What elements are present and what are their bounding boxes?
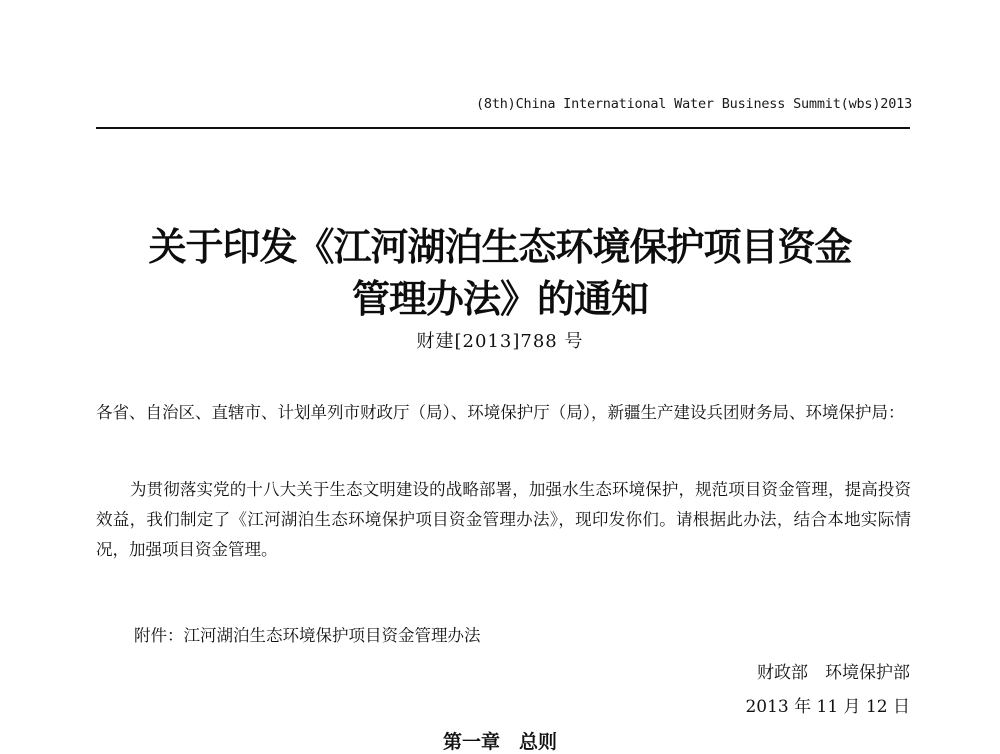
document-title-line-1: 关于印发《江河湖泊生态环境保护项目资金 bbox=[148, 224, 852, 269]
header-rule bbox=[96, 127, 910, 129]
chapter-heading: 第一章 总则 bbox=[442, 731, 557, 753]
issue-date: 2013 年 11 月 12 日 bbox=[745, 697, 910, 717]
issuer-signature: 财政部 环境保护部 bbox=[757, 663, 910, 683]
body-paragraph: 为贯彻落实党的十八大关于生态文明建设的战略部署，加强水生态环境保护，规范项目资金管理，提高投资效益，我们制定了《江河湖泊生态环境保护项目资金管理办法》，现印发你们。请根据此办法，结合本地实际情况，加强项目资金管理。 bbox=[96, 480, 911, 559]
addressee-paragraph: 各省、自治区、直辖市、计划单列市财政厅（局）、环境保护厅（局），新疆生产建设兵团财务局、环境保护局： bbox=[96, 403, 905, 422]
document-number: 财建[2013]788 号 bbox=[416, 331, 584, 352]
attachment-note: 附件：江河湖泊生态环境保护项目资金管理办法 bbox=[134, 626, 481, 645]
document-title-line-2: 管理办法》的通知 bbox=[351, 276, 648, 321]
running-header: (8th)China International Water Business Summit(wbs)2013 bbox=[475, 96, 912, 112]
